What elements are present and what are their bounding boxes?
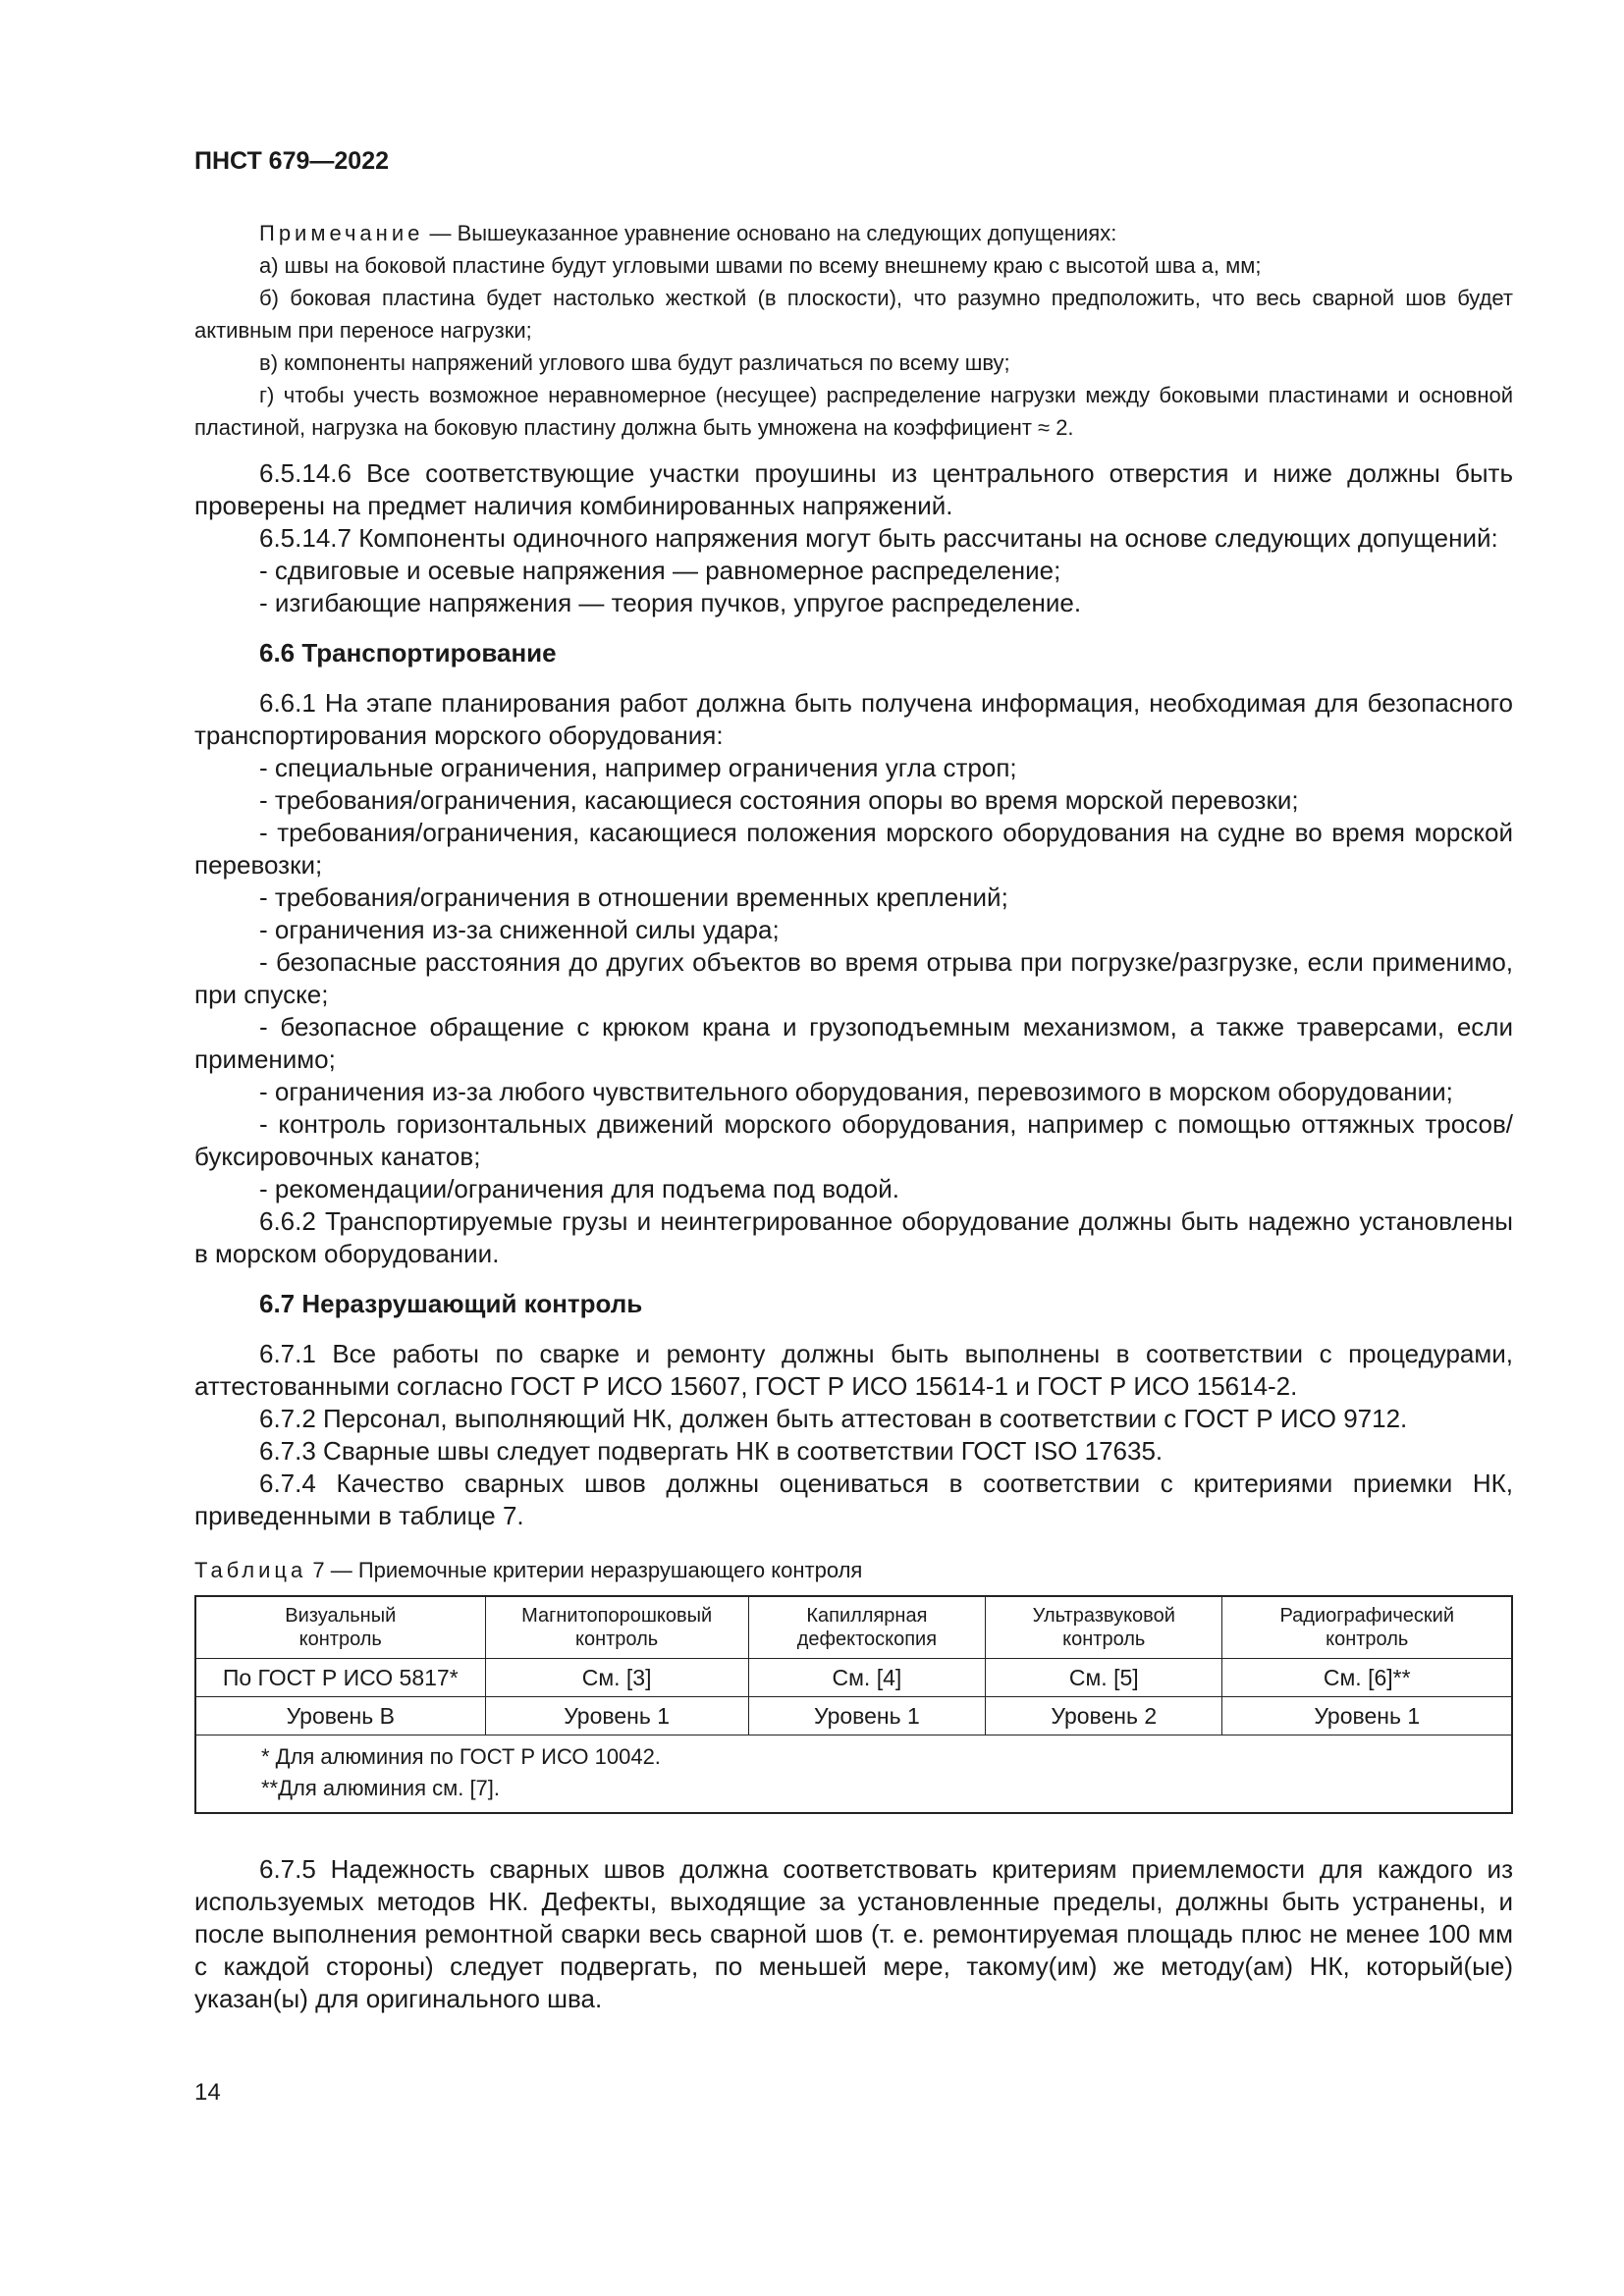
page-number: 14 <box>194 2079 221 2106</box>
table-cell: Уровень 2 <box>986 1697 1222 1735</box>
acceptance-criteria-table <box>194 1595 1513 1814</box>
table-cell: См. [4] <box>748 1659 985 1697</box>
table-caption-text: 7 — Приемочные критерии неразрушающего контроля <box>306 1558 863 1582</box>
table-cell: Уровень 1 <box>485 1697 748 1735</box>
section-heading-6-7: 6.7 Неразрушающий контроль <box>259 1289 643 1318</box>
column-header: Капиллярная дефектоскопия <box>748 1596 985 1659</box>
column-header: Радиографический контроль <box>1222 1596 1512 1659</box>
table-cell: Уровень 1 <box>748 1697 985 1735</box>
section-heading-6-6: 6.6 Транспортирование <box>259 638 557 667</box>
list-item: - требования/ограничения в отношении временных креплений; <box>259 882 1008 912</box>
table-caption <box>194 1556 1513 1585</box>
paragraph-6-5-14-6: 6.5.14.6 Все соответствующие участки проушины из центрального отверстия и ниже должны быть проверены на предмет наличия комбинированных напряжений. <box>194 458 1513 520</box>
paragraph-6-6-1: 6.6.1 На этапе планирования работ должна быть получена информация, необходимая для безопасного транспортирования морского оборудования: <box>194 688 1513 750</box>
table-cell: См. [3] <box>485 1659 748 1697</box>
paragraph-6-5-14-7: 6.5.14.7 Компоненты одиночного напряжения могут быть рассчитаны на основе следующих допущений: <box>259 523 1498 553</box>
note-intro-text: — Вышеуказанное уравнение основано на следующих допущениях: <box>423 221 1117 245</box>
note-item-d: г) чтобы учесть возможное неравномерное (несущее) распределение нагрузки между боковыми пластинами и основной пластиной, нагрузка на боковую пластину должна быть умножена на коэффициент ≈ 2. <box>194 383 1513 440</box>
list-item: - требования/ограничения, касающиеся состояния опоры во время морской перевозки; <box>259 785 1299 815</box>
paragraph-6-7-4: 6.7.4 Качество сварных швов должны оцениваться в соответствии с критериями приемки НК, приведенными в таблице 7. <box>194 1468 1513 1530</box>
table-footnote: * Для алюминия по ГОСТ Р ИСО 10042. <box>261 1744 661 1769</box>
table-footnotes <box>195 1735 1512 1814</box>
list-item: - контроль горизонтальных движений морского оборудования, например с помощью оттяжных тросов/буксировочных канатов; <box>194 1109 1513 1171</box>
table-cell: Уровень В <box>195 1697 485 1735</box>
list-item: - специальные ограничения, например ограничения угла строп; <box>259 753 1017 782</box>
list-item: - безопасное обращение с крюком крана и грузоподъемным механизмом, а также траверсами, если применимо; <box>194 1012 1513 1074</box>
table-row <box>195 1697 1512 1735</box>
paragraph-6-7-1: 6.7.1 Все работы по сварке и ремонту должны быть выполнены в соответствии с процедурами, аттестованными согласно ГОСТ Р ИСО 15607, ГОСТ Р ИСО 15614-1 и ГОСТ Р ИСО 15614-2. <box>194 1339 1513 1401</box>
column-header: Ультразвуковой контроль <box>986 1596 1222 1659</box>
note-label: Примечание <box>259 221 424 245</box>
table-row <box>195 1659 1512 1697</box>
note-item-c: в) компоненты напряжений углового шва будут различаться по всему шву; <box>259 350 1010 375</box>
table-cell: См. [6]** <box>1222 1659 1512 1697</box>
table-footnote: **Для алюминия см. [7]. <box>261 1776 501 1800</box>
list-item: - ограничения из-за любого чувствительного оборудования, перевозимого в морском оборудовании; <box>259 1077 1453 1106</box>
paragraph-6-7-5: 6.7.5 Надежность сварных швов должна соответствовать критериям приемлемости для каждого из используемых методов НК. Дефекты, выходящие за установленные пределы, должны быть устранены, и после выполнения ремонтной сварки весь сварной шов (т. е. ремонтируемая площадь плюс не менее 100 мм с каждой стороны) следует подвергать, по меньшей мере, такому(им) же методу(ам) НК, который(ые) указан(ы) для оригинального шва. <box>194 1854 1513 2013</box>
column-header: Визуальный контроль <box>195 1596 485 1659</box>
list-item: - ограничения из-за сниженной силы удара; <box>259 915 780 944</box>
list-item: - сдвиговые и осевые напряжения — равномерное распределение; <box>259 556 1061 585</box>
note-intro <box>194 217 1513 249</box>
note-block <box>194 217 1513 444</box>
list-item: - рекомендации/ограничения для подъема под водой. <box>259 1174 899 1203</box>
list-item: - требования/ограничения, касающиеся положения морского оборудования на судне во время морской перевозки; <box>194 818 1513 880</box>
paragraph-6-6-2: 6.6.2 Транспортируемые грузы и неинтегрированное оборудование должны быть надежно установлены в морском оборудовании. <box>194 1206 1513 1268</box>
table-footnote-row <box>195 1735 1512 1814</box>
document-page <box>194 147 1513 2015</box>
table-cell: См. [5] <box>986 1659 1222 1697</box>
column-header: Магнитопорошковый контроль <box>485 1596 748 1659</box>
list-item: - безопасные расстояния до других объектов во время отрыва при погрузке/разгрузке, если применимо, при спуске; <box>194 947 1513 1009</box>
table-caption-label: Таблица <box>194 1558 307 1582</box>
paragraph-6-7-3: 6.7.3 Сварные швы следует подвергать НК в соответствии ГОСТ ISO 17635. <box>259 1436 1164 1466</box>
paragraph-6-7-2: 6.7.2 Персонал, выполняющий НК, должен быть аттестован в соответствии с ГОСТ Р ИСО 9712. <box>259 1404 1408 1433</box>
list-item: - изгибающие напряжения — теория пучков, упругое распределение. <box>259 588 1082 617</box>
note-item-b: б) боковая пластина будет настолько жесткой (в плоскости), что разумно предположить, что весь сварной шов будет активным при переносе нагрузки; <box>194 286 1513 343</box>
document-code: ПНСТ 679—2022 <box>194 147 389 175</box>
table-header-row <box>195 1596 1512 1659</box>
table-cell: Уровень 1 <box>1222 1697 1512 1735</box>
table-cell: По ГОСТ Р ИСО 5817* <box>195 1659 485 1697</box>
note-item-a: а) швы на боковой пластине будут угловыми швами по всему внешнему краю с высотой шва а, мм; <box>259 253 1262 278</box>
